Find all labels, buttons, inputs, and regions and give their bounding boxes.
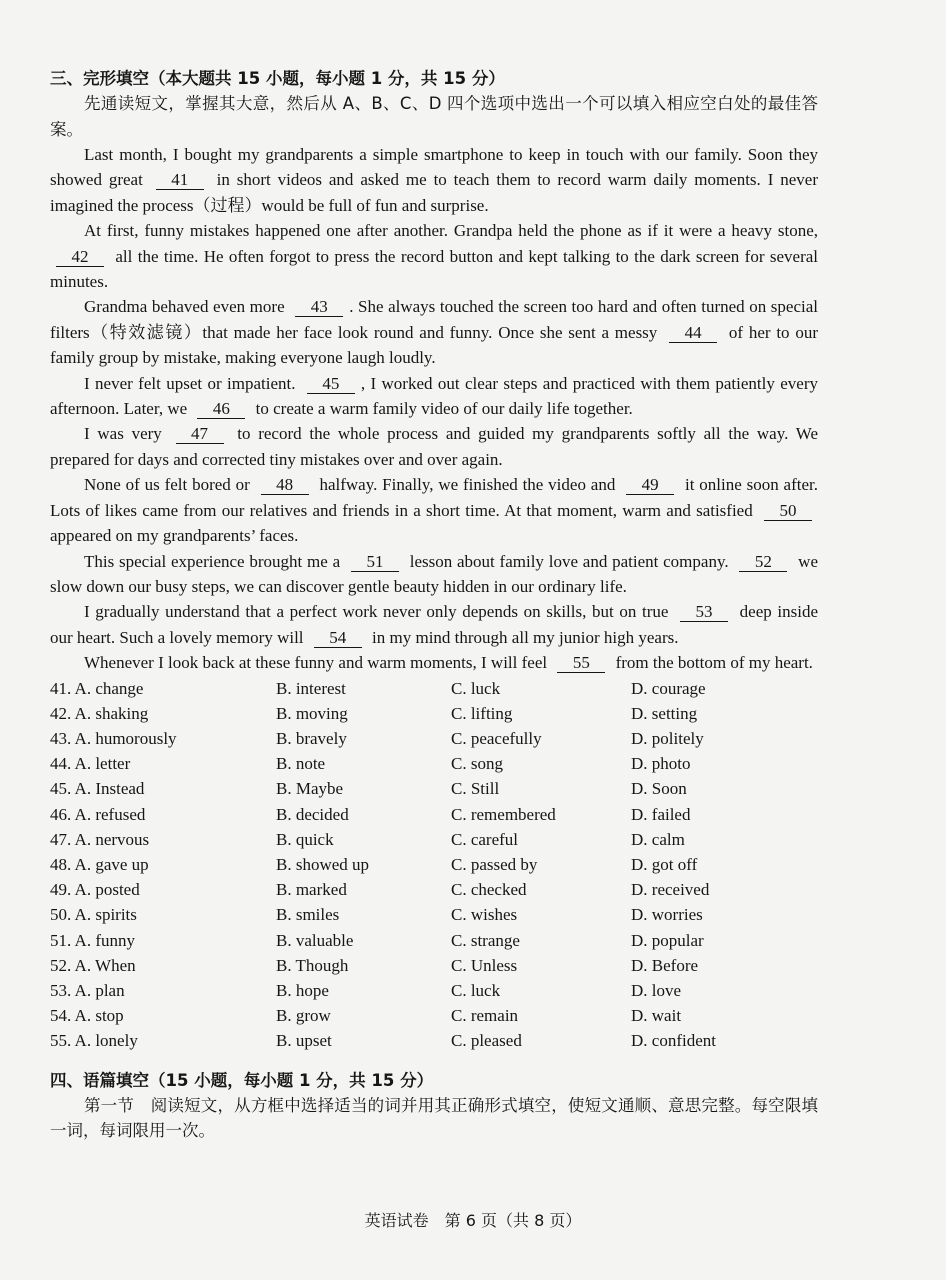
- section3-title: 三、完形填空（本大题共 15 小题，每小题 1 分，共 15 分）: [50, 69, 505, 88]
- option-d: D. got off: [631, 854, 698, 874]
- answer-blank: 52: [739, 553, 787, 572]
- option-a: 48. A. gave up: [50, 854, 149, 874]
- option-d: D. setting: [631, 703, 698, 723]
- option-b: B. hope: [276, 980, 329, 1000]
- option-b: B. showed up: [276, 854, 370, 874]
- option-c: C. song: [451, 754, 503, 774]
- answer-blank: 53: [680, 603, 728, 622]
- option-b: B. note: [276, 754, 326, 774]
- option-b: B. valuable: [276, 930, 354, 950]
- section4-instruction: 第一节 阅读短文，从方框中选择适当的词并用其正确形式填空，使短文通顺、意思完整。每空限填一词，每词限用一次。: [50, 1095, 818, 1141]
- option-c: C. wishes: [451, 905, 518, 925]
- answer-blank: 46: [197, 400, 245, 419]
- answer-blank: 44: [669, 324, 717, 343]
- cloze-passage: [50, 142, 818, 676]
- option-row: [50, 1003, 818, 1028]
- passage-paragraph: I gradually understand that a perfect work never only depends on skills, but on true 53 deep inside our heart. Such a lovely memory will 54 in my mind through all my junior high years.: [50, 602, 819, 647]
- option-row: [50, 802, 818, 827]
- option-d: D. photo: [631, 754, 691, 774]
- option-b: B. decided: [276, 804, 349, 824]
- answer-blank: 45: [307, 375, 355, 394]
- answer-blank: 42: [56, 248, 104, 267]
- option-d: D. wait: [631, 1006, 682, 1026]
- option-row: [50, 676, 818, 701]
- options-list: [50, 676, 818, 1054]
- option-d: D. worries: [631, 905, 703, 925]
- option-d: D. calm: [631, 829, 685, 849]
- option-d: D. received: [631, 880, 710, 900]
- option-a: 55. A. lonely: [50, 1031, 138, 1051]
- page-footer: 英语试卷 第 6 页（共 8 页）: [364, 1211, 582, 1230]
- option-c: C. luck: [451, 678, 501, 698]
- option-a: 50. A. spirits: [50, 905, 137, 925]
- passage-paragraph: Grandma behaved even more 43 . She always touched the screen too hard and often turned on special filters（特效滤镜）that made her face look round and funny. Once she sent a messy 44 of her to our family group by mistake, making everyone laugh loudly.: [50, 297, 818, 368]
- option-a: 49. A. posted: [50, 880, 140, 900]
- passage-paragraph: I never felt upset or impatient. 45 , I worked out clear steps and practiced with them patiently every afternoon. Later, we 46 to create a warm family video of our daily life together.: [50, 373, 818, 419]
- option-b: B. Though: [276, 955, 349, 975]
- option-a: 45. A. Instead: [50, 779, 145, 799]
- answer-blank: 55: [557, 654, 605, 673]
- option-c: C. pleased: [451, 1031, 522, 1051]
- option-a: 51. A. funny: [50, 930, 135, 950]
- option-c: C. careful: [451, 829, 519, 849]
- option-b: B. upset: [276, 1031, 332, 1051]
- option-b: B. marked: [276, 880, 347, 900]
- option-d: D. politely: [631, 728, 704, 748]
- option-row: [50, 827, 818, 852]
- option-row: [50, 1028, 818, 1053]
- passage-paragraph: At first, funny mistakes happened one after another. Grandpa held the phone as if it were a heavy stone, 42 all the time. He often forgot to press the record button and kept talking to the dark screen for several minutes.: [50, 221, 818, 292]
- section4-title: 四、语篇填空（15 小题，每小题 1 分，共 15 分）: [50, 1070, 434, 1090]
- answer-blank: 51: [351, 553, 399, 572]
- option-row: [50, 928, 818, 953]
- option-row: [50, 953, 818, 978]
- section4: [50, 1068, 818, 1144]
- option-b: B. interest: [276, 678, 346, 698]
- option-c: C. Still: [451, 779, 500, 799]
- option-b: B. bravely: [276, 728, 347, 748]
- answer-blank: 43: [295, 298, 343, 317]
- option-row: [50, 751, 818, 776]
- option-d: D. love: [631, 980, 682, 1000]
- option-a: 52. A. When: [50, 955, 136, 975]
- option-d: D. confident: [631, 1031, 716, 1051]
- option-d: D. Soon: [631, 779, 687, 799]
- answer-blank: 50: [764, 502, 812, 521]
- option-a: 41. A. change: [50, 678, 144, 698]
- option-c: C. lifting: [451, 703, 513, 723]
- option-c: C. luck: [451, 980, 501, 1000]
- option-b: B. moving: [276, 703, 348, 723]
- answer-blank: 47: [176, 425, 224, 444]
- option-c: C. checked: [451, 880, 527, 900]
- option-row: [50, 902, 818, 927]
- option-row: [50, 701, 818, 726]
- option-a: 42. A. shaking: [50, 703, 149, 723]
- passage-paragraph: Last month, I bought my grandparents a simple smartphone to keep in touch with our family. Soon they showed great 41 in short videos and asked me to teach them to record warm daily moments. I never imagined the process（过程）would be full of fun and surprise.: [50, 145, 818, 215]
- option-d: D. Before: [631, 955, 699, 975]
- passage-paragraph: None of us felt bored or 48 halfway. Finally, we finished the video and 49 it online soon after. Lots of likes came from our relatives and friends in a short time. At that moment, warm and satisfied 50 appeared on my grandparents’ faces.: [50, 475, 818, 546]
- option-a: 44. A. letter: [50, 754, 131, 774]
- option-a: 43. A. humorously: [50, 728, 177, 748]
- option-d: D. failed: [631, 804, 691, 824]
- option-b: B. Maybe: [276, 779, 344, 799]
- option-c: C. peacefully: [451, 728, 542, 748]
- option-b: B. smiles: [276, 905, 340, 925]
- option-c: C. passed by: [451, 854, 538, 874]
- option-c: C. Unless: [451, 955, 518, 975]
- option-a: 46. A. refused: [50, 804, 146, 824]
- option-row: [50, 978, 818, 1003]
- answer-blank: 41: [156, 171, 204, 190]
- option-row: [50, 776, 818, 801]
- option-row: [50, 852, 818, 877]
- passage-paragraph: I was very 47 to record the whole process and guided my grandparents softly all the way. We prepared for days and corrected tiny mistakes over and over again.: [50, 424, 818, 469]
- option-row: [50, 726, 818, 751]
- passage-paragraph: Whenever I look back at these funny and warm moments, I will feel 55 from the bottom of my heart.: [84, 653, 813, 673]
- option-b: B. grow: [276, 1006, 331, 1026]
- option-c: C. strange: [451, 930, 520, 950]
- option-c: C. remain: [451, 1006, 519, 1026]
- option-c: C. remembered: [451, 804, 556, 824]
- answer-blank: 54: [314, 629, 362, 648]
- option-row: [50, 877, 818, 902]
- option-a: 47. A. nervous: [50, 829, 150, 849]
- passage-paragraph: This special experience brought me a 51 lesson about family love and patient company. 52 we slow down our busy steps, we can discover gentle beauty hidden in our ordinary life.: [50, 551, 818, 596]
- answer-blank: 48: [261, 476, 309, 495]
- option-d: D. courage: [631, 678, 706, 698]
- option-d: D. popular: [631, 930, 704, 950]
- option-a: 53. A. plan: [50, 980, 125, 1000]
- answer-blank: 49: [626, 476, 674, 495]
- option-b: B. quick: [276, 829, 334, 849]
- option-a: 54. A. stop: [50, 1006, 124, 1026]
- section3-instruction: 先通读短文，掌握其大意，然后从 A、B、C、D 四个选项中选出一个可以填入相应空白处的最佳答案。: [50, 94, 818, 139]
